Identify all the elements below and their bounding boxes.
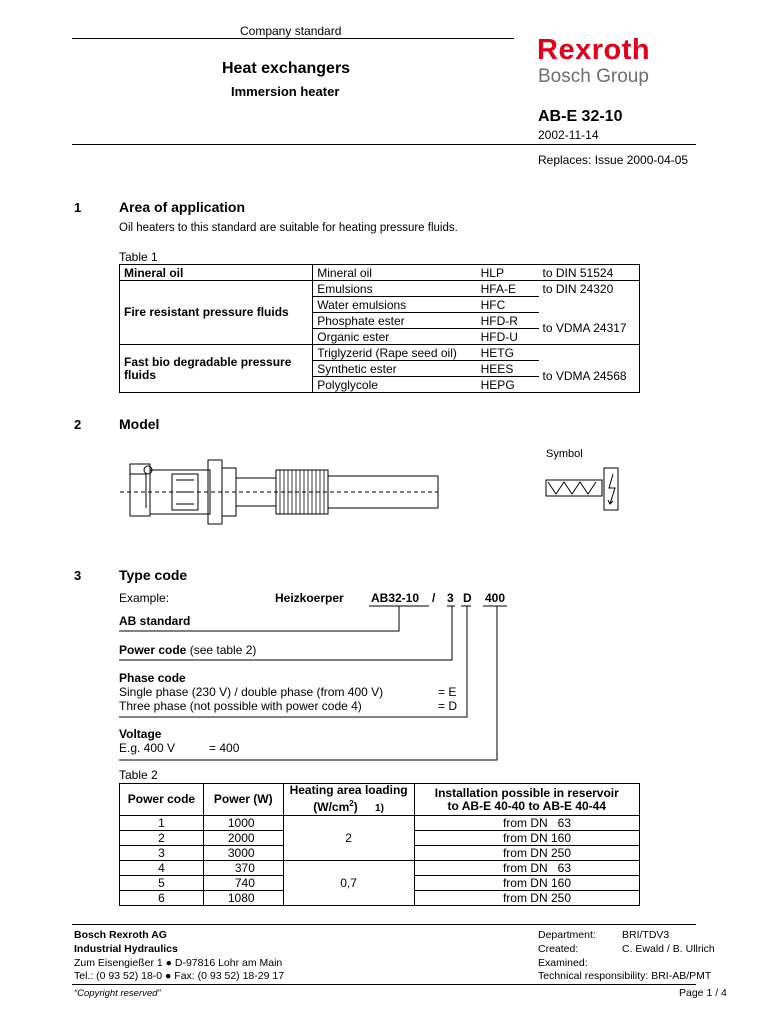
code-cell: HFC — [477, 297, 539, 313]
table-1-label: Table 1 — [119, 250, 158, 264]
heater-drawing — [120, 452, 450, 532]
section-3-title: Type code — [119, 567, 188, 583]
fluid-cell: Phosphate ester — [313, 313, 477, 329]
footer-address: Zum Eisengießer 1 ● D-97816 Lohr am Main — [74, 957, 283, 969]
section-3-number: 3 — [74, 568, 82, 583]
header-power-code: Power code — [120, 784, 204, 816]
phase-three-value: = D — [438, 699, 458, 713]
install-cell: from DN 63 — [414, 816, 639, 831]
phase-three-text: Three phase (not possible with power code 4) — [119, 699, 362, 713]
table-row — [120, 861, 640, 876]
group-name — [120, 345, 313, 393]
heater-symbol-icon — [544, 466, 624, 516]
table-1 — [119, 264, 640, 393]
header-rule — [72, 38, 514, 39]
group-name: Mineral oil — [120, 265, 313, 281]
power-code-cell: 1 — [120, 816, 204, 831]
copyright-note: “Copyright reserved” — [74, 988, 161, 999]
table-row — [120, 281, 640, 297]
symbol-label: Symbol — [546, 448, 583, 460]
phase-single-value: = E — [438, 685, 457, 699]
power-cell: 1080 — [203, 891, 283, 906]
examined-label: Examined: — [538, 957, 588, 969]
power-code-cell: 6 — [120, 891, 204, 906]
group-name-text: Fire resistant pressure fluids — [124, 305, 289, 319]
power-code-cell: 4 — [120, 861, 204, 876]
install-cell: from DN 250 — [414, 846, 639, 861]
table-row — [120, 816, 640, 831]
standard-cell: to VDMA 24568 — [542, 369, 627, 384]
replaces-note: Replaces: Issue 2000-04-05 — [538, 153, 689, 167]
standard-cell — [539, 345, 640, 361]
section-2-title: Model — [119, 416, 160, 432]
code-part-voltage: 400 — [485, 591, 506, 605]
phase-code-label: Phase code — [119, 671, 186, 685]
code-cell: HETG — [477, 345, 539, 361]
table-2-label: Table 2 — [119, 768, 158, 782]
bosch-group-logo: Bosch Group — [538, 66, 649, 87]
code-cell: HLP — [480, 265, 504, 280]
power-cell: 3000 — [203, 846, 283, 861]
doc-id: AB-E 32-10 — [538, 108, 623, 125]
fluid-cell: Polyglycole — [313, 377, 477, 393]
company-standard-label: Company standard — [240, 24, 342, 38]
doc-date: 2002-11-14 — [538, 128, 599, 142]
footer-phone: Tel.: (0 93 52) 18-0 ● Fax: (0 93 52) 18-29 17 — [74, 970, 285, 982]
power-cell: 370 — [203, 861, 283, 876]
section-2-number: 2 — [74, 417, 82, 432]
power-cell: 740 — [203, 876, 283, 891]
footer-company: Bosch Rexroth AG — [74, 929, 167, 941]
table-row — [120, 265, 640, 281]
code-part-base: AB32-10 — [371, 591, 420, 605]
standard-cell: to VDMA 24317 — [542, 321, 627, 336]
install-cell: from DN 160 — [414, 876, 639, 891]
section-1-intro: Oil heaters to this standard are suitable for heating pressure fluids. — [119, 222, 458, 234]
code-part-phase: D — [463, 591, 472, 605]
code-cell: HFD-R — [477, 313, 539, 329]
table-row — [120, 345, 640, 361]
created-value: C. Ewald / B. Ullrich — [622, 943, 715, 955]
loading-cell: 0,7 — [283, 861, 414, 906]
header-loading-line1: Heating area loading — [289, 783, 408, 797]
group-name-text: Fast bio degradable pressure fluids — [124, 354, 292, 382]
header-install-line1: Installation possible in reservoir — [434, 785, 619, 800]
code-cell: HFD-U — [477, 329, 539, 345]
header-loading-unit: (W/cm — [313, 800, 350, 814]
fluid-cell: Organic ester — [313, 329, 477, 345]
footer-division: Industrial Hydraulics — [74, 943, 178, 955]
group-name — [120, 281, 313, 345]
standard-cell: to DIN 24320 — [539, 281, 640, 297]
code-part-slash: / — [432, 591, 436, 605]
footer-rule-2 — [72, 984, 696, 985]
doc-subtitle: Immersion heater — [231, 84, 340, 99]
fluid-cell: Emulsions — [313, 281, 477, 297]
footer-rule — [72, 924, 696, 925]
section-1-title: Area of application — [119, 199, 246, 215]
fluid-cell: Triglyzerid (Rape seed oil) — [313, 345, 477, 361]
fluid-cell: Mineral oil — [317, 265, 372, 280]
voltage-example: E.g. 400 V — [119, 741, 176, 755]
power-code-cell: 5 — [120, 876, 204, 891]
power-code-label — [119, 643, 256, 657]
code-cell: HEPG — [477, 377, 539, 393]
power-code-note: (see table 2) — [186, 643, 257, 657]
fluid-cell: Synthetic ester — [313, 361, 477, 377]
power-cell: 1000 — [203, 816, 283, 831]
ab-standard-label: AB standard — [119, 614, 191, 628]
department-label: Department: — [538, 929, 596, 941]
doc-title: Heat exchangers — [222, 60, 351, 77]
voltage-value: = 400 — [209, 741, 240, 755]
standard-cell: to DIN 51524 — [542, 265, 614, 280]
techresp-text: Technical responsibility: BRI-AB/PMT — [538, 970, 712, 982]
fluid-cell: Water emulsions — [313, 297, 477, 313]
table-header-row — [120, 784, 640, 816]
power-code-title: Power code — [119, 643, 187, 657]
install-cell: from DN 250 — [414, 891, 639, 906]
header-footnote: 1) — [375, 803, 384, 814]
code-cell: HEES — [477, 361, 539, 377]
example-word: Heizkoerper — [275, 591, 344, 605]
install-cell: from DN 160 — [414, 831, 639, 846]
header-rule-2 — [72, 144, 696, 145]
power-code-cell: 2 — [120, 831, 204, 846]
install-cell: from DN 63 — [414, 861, 639, 876]
header-install — [414, 784, 639, 816]
power-code-cell: 3 — [120, 846, 204, 861]
standard-cell — [539, 297, 640, 313]
power-cell: 2000 — [203, 831, 283, 846]
header-loading — [283, 784, 414, 816]
page-number: Page 1 / 4 — [679, 987, 727, 999]
phase-single-text: Single phase (230 V) / double phase (from 400 V) — [119, 685, 384, 699]
section-1-number: 1 — [74, 200, 82, 215]
created-label: Created: — [538, 943, 579, 955]
header-power: Power (W) — [203, 784, 283, 816]
header-loading-close: ) — [353, 800, 358, 814]
voltage-label: Voltage — [119, 727, 162, 741]
rexroth-logo: Rexroth — [537, 34, 651, 66]
department-value: BRI/TDV3 — [622, 929, 670, 941]
table-2 — [119, 783, 640, 906]
header-install-line2: to AB-E 40-40 to AB-E 40-44 — [447, 798, 607, 813]
example-label: Example: — [119, 591, 170, 605]
header-loading-exp: 2 — [349, 799, 354, 808]
loading-cell: 2 — [283, 816, 414, 861]
code-cell: HFA-E — [477, 281, 539, 297]
code-part-power: 3 — [447, 591, 454, 605]
